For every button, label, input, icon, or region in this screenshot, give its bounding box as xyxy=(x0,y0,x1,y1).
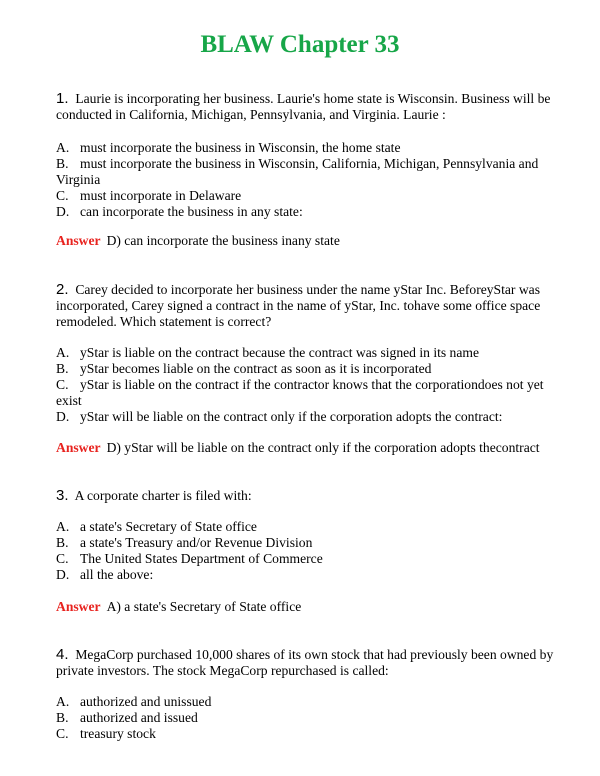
answer-label: Answer xyxy=(56,440,101,455)
question-4 xyxy=(56,647,556,679)
question-stem: MegaCorp purchased 10,000 shares of its own stock that had previously been owned by private investors. The stock MegaCorp repurchased is called: xyxy=(56,647,554,678)
answer-text: D) yStar will be liable on the contract only if the corporation adopts thecontract xyxy=(106,440,540,455)
question-2 xyxy=(56,282,556,330)
answer-2 xyxy=(56,440,556,456)
answer-text: A) a state's Secretary of State office xyxy=(106,599,302,614)
option-d: D. all the above: xyxy=(56,567,154,582)
answer-3 xyxy=(56,599,556,615)
answer-label: Answer xyxy=(56,599,101,614)
question-2-options xyxy=(56,345,556,425)
option-c: C. The United States Department of Commerce xyxy=(56,551,323,566)
question-3-options xyxy=(56,519,556,583)
option-b: B. a state's Treasury and/or Revenue Division xyxy=(56,535,313,550)
answer-1 xyxy=(56,233,556,249)
question-stem: Laurie is incorporating her business. Laurie's home state is Wisconsin. Business will be conducted in California, Michigan, Pennsylvania, and Virginia. Laurie : xyxy=(56,91,551,122)
answer-label: Answer xyxy=(56,233,101,248)
question-2-text xyxy=(56,282,556,330)
option-c: C. must incorporate in Delaware xyxy=(56,188,242,203)
question-number: 3. xyxy=(56,487,69,504)
question-1-options xyxy=(56,140,556,220)
page-title: BLAW Chapter 33 xyxy=(200,31,400,58)
question-stem: Carey decided to incorporate her business under the name yStar Inc. BeforeyStar was incorporated, Carey signed a contract in the name of yStar, Inc. tohave some office space remodeled. Which statement is correct? xyxy=(56,282,541,329)
question-number: 1. xyxy=(56,90,69,107)
option-c: C. yStar is liable on the contract if the contractor knows that the corporationdoes not yet exist xyxy=(56,377,544,408)
question-3 xyxy=(56,488,556,504)
option-a: A. must incorporate the business in Wisconsin, the home state xyxy=(56,140,401,155)
option-c: C. treasury stock xyxy=(56,726,156,741)
option-b: B. must incorporate the business in Wisconsin, California, Michigan, Pennsylvania and Virginia xyxy=(56,156,539,187)
answer-text: D) can incorporate the business inany state xyxy=(106,233,340,248)
question-4-options xyxy=(56,694,556,742)
option-a: A. authorized and unissued xyxy=(56,694,212,709)
question-3-text xyxy=(56,488,556,504)
option-d: D. can incorporate the business in any state: xyxy=(56,204,303,219)
question-1-text xyxy=(56,91,556,123)
question-number: 2. xyxy=(56,281,69,298)
question-1 xyxy=(56,91,556,123)
question-4-text xyxy=(56,647,556,679)
option-a: A. a state's Secretary of State office xyxy=(56,519,257,534)
option-a: A. yStar is liable on the contract because the contract was signed in its name xyxy=(56,345,479,360)
question-stem: A corporate charter is filed with: xyxy=(74,488,252,503)
question-number: 4. xyxy=(56,646,69,663)
option-d: D. yStar will be liable on the contract only if the corporation adopts the contract: xyxy=(56,409,503,424)
option-b: B. authorized and issued xyxy=(56,710,198,725)
option-b: B. yStar becomes liable on the contract as soon as it is incorporated xyxy=(56,361,432,376)
